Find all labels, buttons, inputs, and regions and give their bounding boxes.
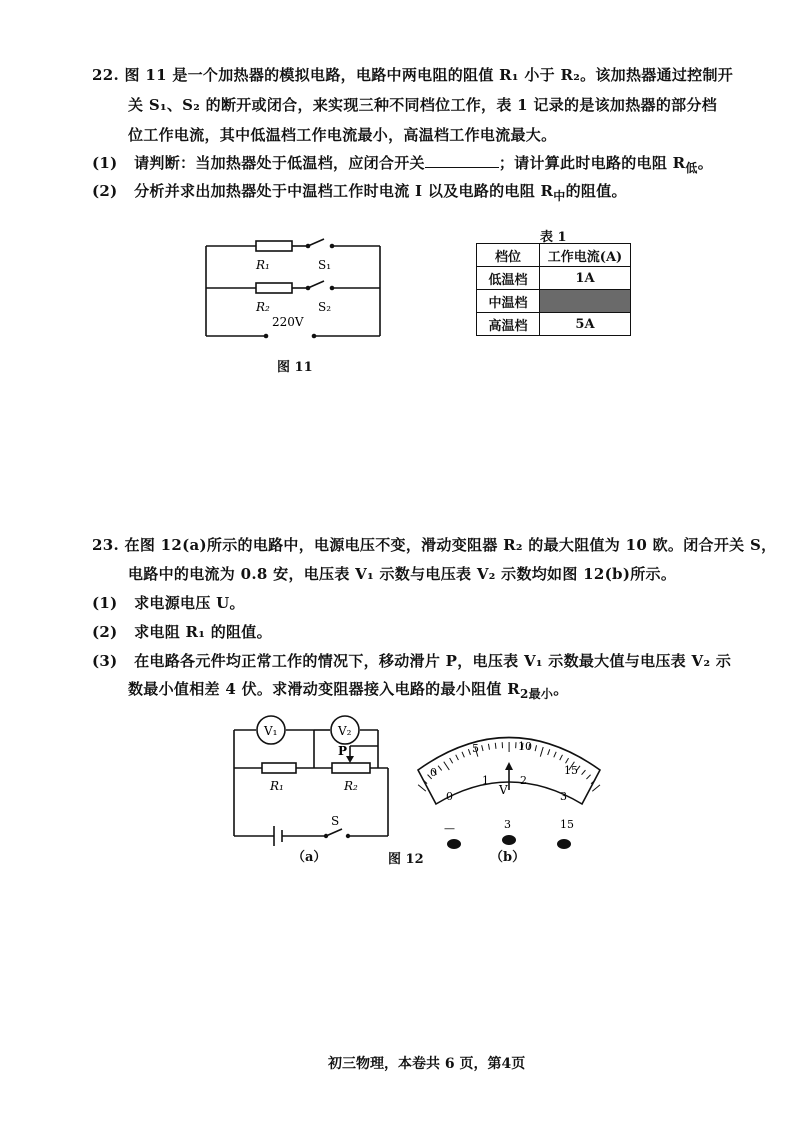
figure-12a-label: （a）: [292, 850, 327, 865]
table-cell-level: 低温档: [477, 267, 540, 290]
q23-part3-line1: 在电路各元件均正常工作的情况下，移动滑片 P，电压表 V₁ 示数最大值与电压表 V₂ 示: [134, 652, 732, 670]
q22-line1: 22. 图 11 是一个加热器的模拟电路，电路中两电阻的阻值 R₁ 小于 R₂。该加热器通过控制开: [92, 66, 734, 84]
q22-part2-text: 分析并求出加热器处于中温档工作时电流 I 以及电路的电阻 R: [134, 182, 554, 200]
q23-part3-sub: 2最小: [519, 687, 554, 701]
upper-scale-10: 10: [518, 740, 532, 753]
q22-part1-text-a: 请判断：当加热器处于低温档，应闭合开关: [134, 154, 425, 172]
q23-part1: [92, 592, 245, 613]
q23-part3-number: (3): [92, 652, 118, 670]
q23-line2: 电路中的电流为 0.8 安，电压表 V₁ 示数与电压表 V₂ 示数均如图 12(b)所示。: [128, 565, 677, 583]
q22-part1-end: 。: [697, 154, 714, 172]
dial-tick: [592, 785, 600, 791]
q22-part1-sub: 低: [685, 161, 698, 175]
table-header-row: [477, 244, 631, 267]
q23-line1: 23. 在图 12(a)所示的电路中，电源电压不变，滑动变阻器 R₂ 的最大阻值为 10 欧。闭合开关 S，: [92, 536, 777, 554]
upper-scale-5: 5: [472, 742, 479, 755]
answer-blank[interactable]: [425, 153, 499, 168]
terminal-minus-knob: [447, 839, 461, 849]
q22-part2-sub: 中: [553, 189, 566, 203]
figure-12b-voltmeter: [414, 710, 604, 860]
label-v2: V₂: [338, 724, 352, 738]
figure-11-circuit: [200, 236, 400, 346]
label-r2: R₂: [256, 300, 270, 314]
q23-part3-cont: [128, 678, 569, 702]
terminal-3-knob: [502, 835, 516, 845]
q22-part2-number: (2): [92, 182, 118, 200]
q23-part2-number: (2): [92, 623, 118, 641]
q23-part3: [92, 650, 731, 671]
table-header-level: 档位: [477, 244, 540, 267]
q23-part2: [92, 621, 272, 642]
label-r2: R₂: [344, 779, 358, 793]
q22-part1-text-b: ；请计算此时电路的电阻 R: [498, 154, 686, 172]
table-cell-current: 1A: [540, 267, 631, 290]
q22-part1-number: (1): [92, 154, 118, 172]
page-footer: 初三物理，本卷共 6 页，第4页: [328, 1056, 526, 1072]
lower-scale-2: 2: [520, 774, 527, 787]
q22-part2-end: 的阻值。: [565, 182, 627, 200]
lower-scale-3: 3: [560, 790, 567, 803]
label-s: S: [331, 814, 340, 828]
table-cell-current-shaded: [540, 290, 631, 313]
figure-12-caption: 图 12: [388, 852, 424, 867]
upper-scale-15: 15: [564, 764, 578, 777]
terminal-15-knob: [557, 839, 571, 849]
label-p: P: [338, 744, 348, 758]
label-v1: V₁: [264, 724, 278, 738]
table-cell-current: 5A: [540, 313, 631, 336]
q23-part2-text: 求电阻 R₁ 的阻值。: [134, 623, 272, 641]
lower-scale-1: 1: [482, 774, 489, 787]
terminal-3: 3: [504, 818, 511, 831]
q22-part2: [92, 180, 627, 204]
table-cell-level: 高温档: [477, 313, 540, 336]
upper-scale-0: 0: [430, 766, 437, 779]
label-r1: R₁: [270, 779, 284, 793]
table-row: [477, 267, 631, 290]
q22-part1: [92, 152, 713, 176]
lower-scale-0: 0: [446, 790, 453, 803]
q22-line2: 关 S₁、S₂ 的断开或闭合，来实现三种不同档位工作，表 1 记录的是该加热器的部分档: [128, 96, 718, 114]
dial-tick: [495, 743, 496, 749]
table-row: [477, 290, 631, 313]
table-1: [476, 243, 631, 336]
table-row: [477, 313, 631, 336]
table-cell-level: 中温档: [477, 290, 540, 313]
terminal-minus: —: [444, 822, 455, 835]
meter-unit: V: [499, 783, 508, 797]
table-header-current: 工作电流(A): [540, 244, 631, 267]
figure-12a-circuit: [228, 712, 398, 862]
table-1-title: 表 1: [540, 230, 567, 245]
label-s1: S₁: [318, 258, 332, 272]
q23-part3-end: 。: [553, 680, 569, 698]
q22-line3: 位工作电流，其中低温档工作电流最小，高温档工作电流最大。: [128, 126, 557, 144]
label-s2: S₂: [318, 300, 332, 314]
terminal-15: 15: [560, 818, 574, 831]
figure-12b-label: （b）: [490, 850, 526, 865]
dial-tick: [418, 785, 426, 791]
label-r1: R₁: [256, 258, 270, 272]
q23-part1-number: (1): [92, 594, 118, 612]
label-voltage: 220V: [272, 315, 304, 329]
q23-part1-text: 求电源电压 U。: [134, 594, 245, 612]
q23-part3-line2: 数最小值相差 4 伏。求滑动变阻器接入电路的最小阻值 R: [128, 680, 520, 698]
figure-11-caption: 图 11: [277, 360, 313, 375]
